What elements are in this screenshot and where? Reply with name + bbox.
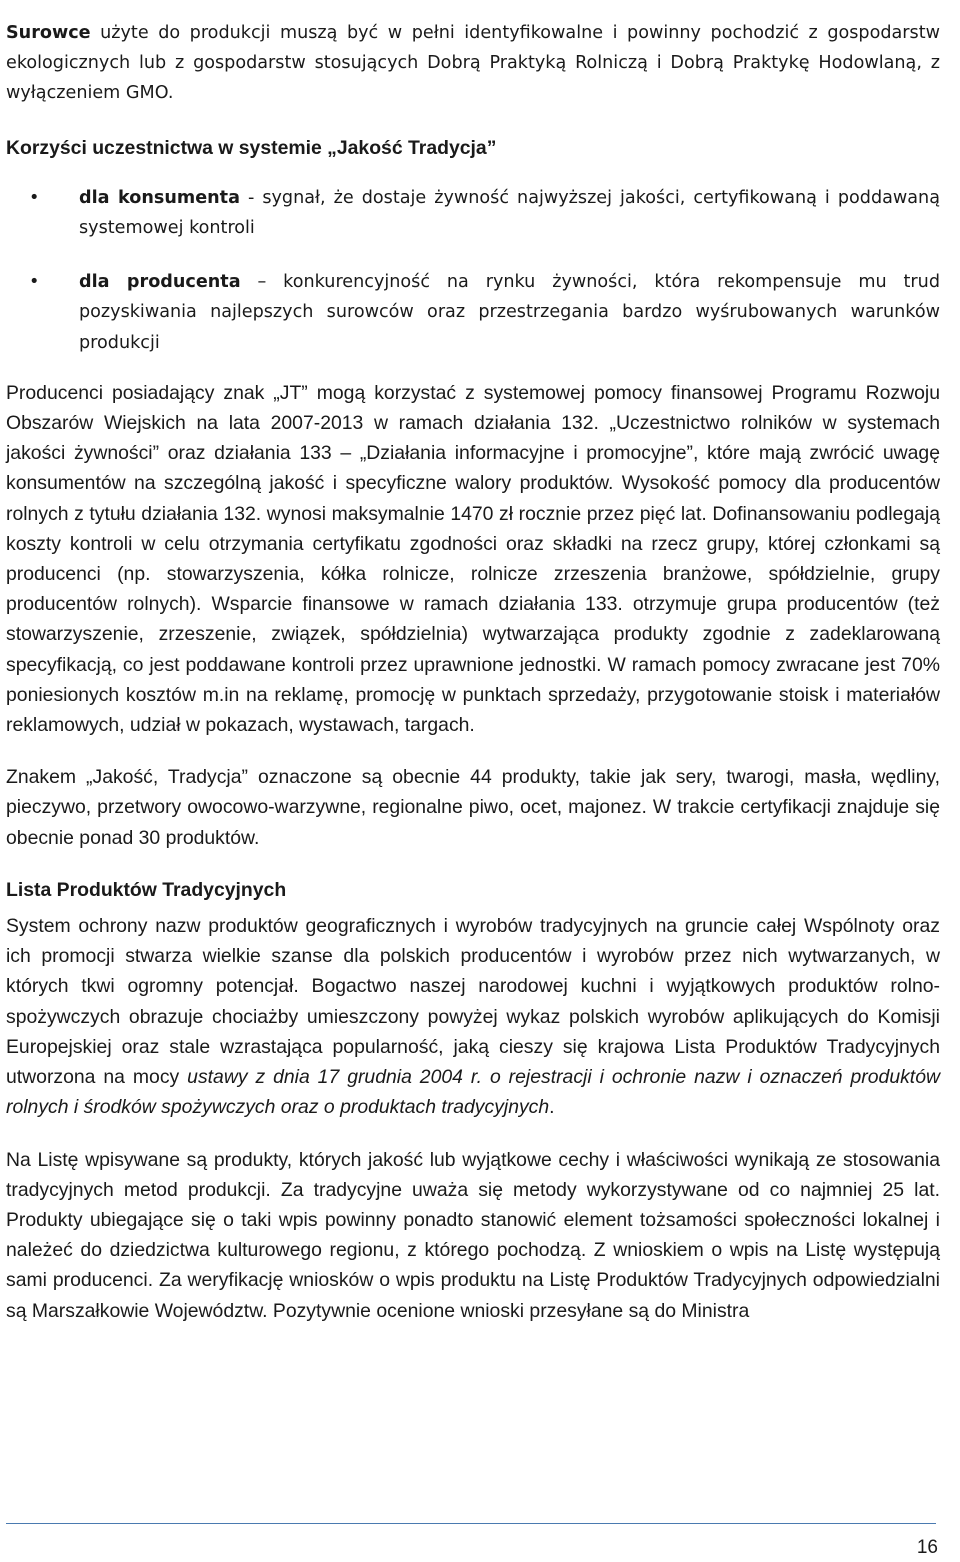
paragraph-main: System ochrony nazw produktów geograficznych i wyrobów tradycyjnych na gruncie całej Wspólnoty oraz ich promocji stwarza wielkie szanse dla polskich producentów i wyrobów przez nich wytwarzanych, w których tkwi ogromny potencjał. Bogactwo naszej narodowej kuchni i wyjątkowych produktów rolno-spożywczych obrazuje chociażby umieszczony powyżej wykaz polskich wyrobów aplikujących do Komisji Europejskiej oraz stale wzrastająca popularność, jaką cieszy się krajowa Lista Produktów Tradycyjnych utworzona na mocy (6, 915, 940, 1089)
benefit-label: dla konsumenta (79, 187, 240, 208)
bullet-icon: • (29, 187, 40, 208)
page-number: 16 (916, 1537, 938, 1558)
benefit-text: – konkurencyjność na rynku żywności, która rekompensuje mu trud pozyskiwania najlepszych surowców oraz przestrzegania bardzo wyśrubowanych warunków produkcji (79, 272, 940, 353)
paragraph-end: . (549, 1096, 555, 1119)
footer-divider (6, 1523, 936, 1524)
traditional-list-heading: Lista Produktów Tradycyjnych (6, 878, 287, 901)
support-paragraph: Producenci posiadający znak „JT” mogą korzystać z systemowej pomocy finansowej Programu Rozwoju Obszarów Wiejskich na lata 2007-2013 w ramach działania 132. „Uczestnictwo rolników w systemach jakości żywności” oraz działania 133 – „Działania informacyjne i promocyjne”, które mają zwrócić uwagę konsumentów na szczególną jakość i specyficzne walory produktów. Wysokość pomocy dla producentów rolnych z tytułu działania 132. wynosi maksymalnie 1470 zł rocznie przez pięć lat. Dofinansowaniu podlegają koszty kontroli w celu otrzymania certyfikatu zgodności oraz składki na rzecz grupy, której członkami są producenci (np. stowarzyszenia, kółka rolnicze, rolnicze zrzeszenia branżowe, spółdzielnie, grupy producentów rolnych). Wsparcie finansowe w ramach działania 133. otrzymuje grupa producentów (też stowarzyszenie, zrzeszenie, związek, spółdzielnia) wytwarzająca produkty zgodnie z zadeklarowaną specyfikacją, co jest poddawane kontroli przez uprawnione jednostki. W ramach pomocy zwracane jest 70% poniesionych kosztów m.in na reklamę, promocję w punktach sprzedaży, przygotowanie stoisk i materiałów reklamowych, udział w pokazach, wystawach, targach. (6, 381, 940, 737)
bullet-icon: • (29, 272, 40, 293)
traditional-list-paragraph (6, 911, 940, 1122)
intro-text: użyte do produkcji muszą być w pełni identyfikowalne i powinny pochodzić z gospodarstw ekologicznych lub z gospodarstw stosujących Dobrą Praktyką Rolniczą i Dobrą Praktykę Hodowlaną, z wyłączeniem GMO. (6, 23, 940, 104)
intro-lead: Surowce (6, 23, 91, 43)
list-item (6, 267, 940, 358)
mark-paragraph: Znakem „Jakość, Tradycja” oznaczone są obecnie 44 produkty, takie jak sery, twarogi, masła, wędliny, pieczywo, przetwory owocowo-warzywne, regionalne piwo, ocet, majonez. W trakcie certyfikacji znajduje się obecnie ponad 30 produktów. (6, 766, 940, 849)
intro-paragraph (6, 18, 940, 109)
benefits-list (6, 183, 940, 358)
benefits-heading: Korzyści uczestnictwa w systemie „Jakość Tradycja” (6, 136, 497, 159)
document-page (6, 18, 940, 1326)
benefit-label: dla producenta (79, 272, 241, 293)
listing-paragraph: Na Listę wpisywane są produkty, których jakość lub wyjątkowe cechy i właściwości wynikają ze stosowania tradycyjnych metod produkcji. Za tradycyjne uważa się metody wykorzystywane od co najmniej 25 lat. Produkty ubiegające się o taki wpis powinny ponadto stanowić element tożsamości społeczności lokalnej i należeć do dziedzictwa kulturowego regionu, z którego pochodzą. Z wnioskiem o wpis na Listę występują sami producenci. Za weryfikację wniosków o wpis produktu na Listę Produktów Tradycyjnych odpowiedzialni są Marszałkowie Województw. Pozytywnie ocenione wnioski przesyłane są do Ministra (6, 1148, 940, 1322)
benefit-text: - sygnał, że dostaje żywność najwyższej jakości, certyfikowaną i poddawaną systemowej kontroli (79, 187, 940, 239)
list-item (6, 183, 940, 243)
act-citation: ustawy z dnia 17 grudnia 2004 r. o rejestracji i ochronie nazw i oznaczeń produktów rolnych i środków spożywczych oraz o produktach tradycyjnych (6, 1066, 940, 1119)
